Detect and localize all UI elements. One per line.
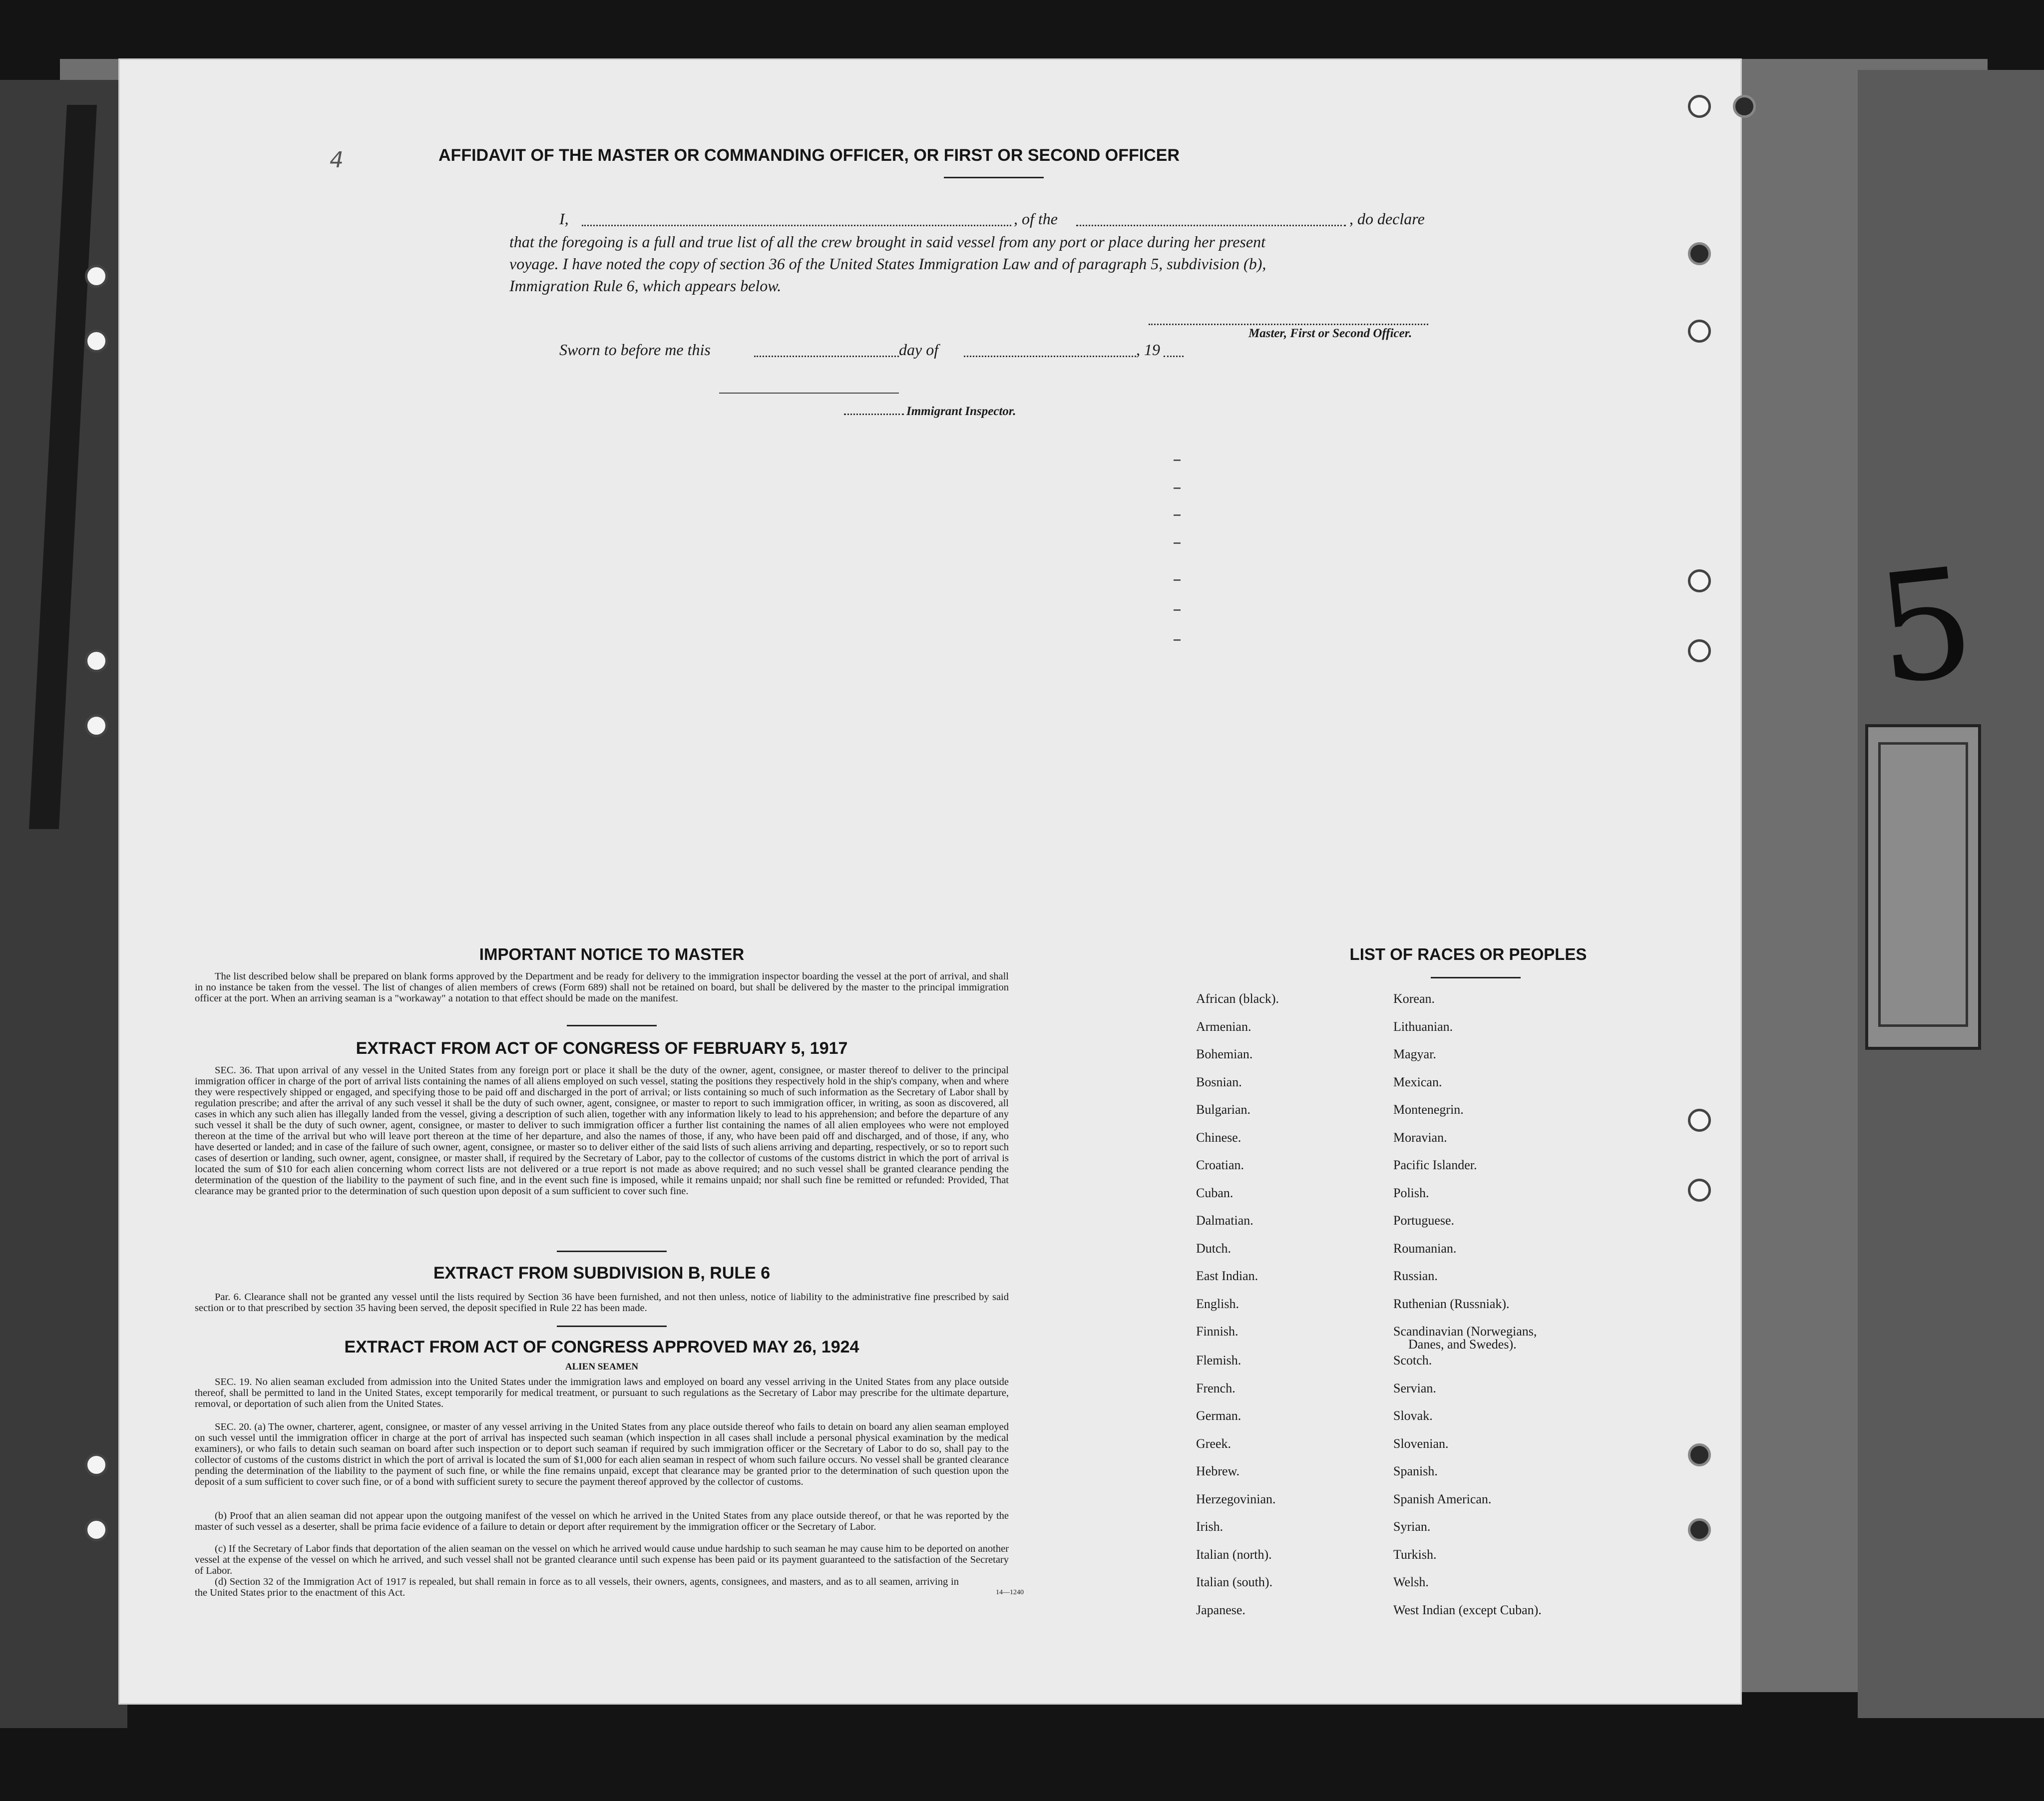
race-item: Spanish. [1393,1464,1438,1478]
punch-hole [1688,569,1711,592]
faint-mark [1174,609,1181,611]
race-item: Scandinavian (Norwegians, [1393,1324,1537,1339]
race-item: Irish. [1196,1519,1224,1534]
race-item: Pacific Islander. [1393,1158,1477,1172]
punch-hole [1688,1443,1711,1466]
extract-1917-rule [557,1251,667,1252]
race-item: Bohemian. [1196,1047,1253,1061]
year-label: , 19 [1136,341,1160,359]
inspector-signature-line [844,414,904,415]
notice-body: The list described below shall be prepared on blank forms approved by the Department and be ready for delivery to the immigration inspector boarding the vessel at the port of arrival, and shall in no instance be taken from the vessel. The list of changes of alien members of crews (Form 689) shall not be retained on board, but shall be delivered by the master to the principal immigration officer at the port. When an arriving seaman is a "workaway" a notation to that effect should be made on the manifest. [195,971,1009,1004]
extract-1917-body: SEC. 36. That upon arrival of any vessel in the United States from any foreign port or place it shall be the duty of the owner, agent, consignee, or master thereof to deliver to the principal immigration officer in charge of the port of arrival lists containing the names of all aliens employed on such vessel, stating the positions they respectively hold in the ship's company, when and where they were respectively shipped or engaged, and specifying those to be paid off and discharged in the port of arrival; or lists containing so much of such information as the Secretary of Labor shall by regulation prescribe; and after the arrival of any such vessel it shall be the duty of such owner, agent, consignee, or master to report to such immigration officer, in writing, as soon as discovered, all cases in which any such alien has illegally landed from the vessel, giving a description of such alien, together with any information likely to lead to his apprehension; and before the departure of any such vessel it shall be the duty of such owner, agent, consignee, or master to deliver to such immigration officer a further list containing the names of all alien employees who were not employed thereon at the time of the arrival but who will leave port thereon at the time of her departure, and also the names of those, if any, who have been paid off and discharged, and of those, if any, who have deserted or landed; and in case of the failure of such owner, agent, consignee, or master so to deliver either of the said lists of such aliens arriving and departing, respectively, or so to report such cases of desertion or landing, such owner, agent, consignee, or master shall, if required by the Secretary of Labor, pay to the collector of customs of the customs district in which the port of arrival is located the sum of $10 for each alien concerning whom correct lists are not delivered or a true report is not made as above required; and no such vessel shall be granted clearance pending the determination of the question of the liability to the payment of such fine, and in the event such fine is imposed, while it remains unpaid; nor shall such fine be remitted or refunded: Provided, That clearance may be granted prior to the determination of such question upon deposit of a sum sufficient to cover such fine. [195,1065,1009,1197]
alien-seamen-subtitle: ALIEN SEAMEN [565,1361,639,1372]
race-item: African (black). [1196,991,1279,1006]
race-item: Japanese. [1196,1602,1245,1617]
race-item: East Indian. [1196,1269,1258,1283]
race-item: Mexican. [1393,1074,1442,1089]
sec-20a-body: SEC. 20. (a) The owner, charterer, agent, consignee, or master of any vessel arriving in the United States from any place outside thereof who fails to detain on board any alien seaman employed on such vessel until the immigration officer in charge at the port of arrival has inspected such seaman (which inspection in all cases shall include a personal physical examination by the medical examiners), or who fails to detain such seaman on board after such inspection or to deport such seaman if required by such immigration officer or the Secretary of Labor to do so, shall pay to the collector of customs of the customs district in which the port of arrival is located the sum of $1,000 for each alien seaman in respect of whom such failure occurs. No vessel shall be granted clearance pending the determination of the liability to the payment of such fine, or while the fine remains unpaid, except that clearance may be granted prior to the determination of such question upon the deposit of a sum sufficient to cover such fine, or of a bond with sufficient surety to secure the payment thereof approved by the collector of customs. [195,1421,1009,1487]
affidavit-i: I, [559,210,569,228]
race-item: Ruthenian (Russniak). [1393,1296,1510,1311]
notice-rule [567,1025,657,1026]
extract-1917-title: EXTRACT FROM ACT OF CONGRESS OF FEBRUARY 5, 1917 [356,1039,848,1058]
form-number: 14—1240 [996,1589,1024,1596]
affidavit-line-3: voyage. I have noted the copy of section 36 of the United States Immigration Law and of paragraph 5, subdivision (b), [509,255,1266,273]
manifest-page [120,60,1740,1703]
faint-mark [1174,639,1181,641]
races-rule [1431,977,1521,978]
affidavit-declare: , do declare [1349,210,1425,228]
race-item: Roumanian. [1393,1241,1457,1256]
punch-hole [1688,1179,1711,1202]
notice-title: IMPORTANT NOTICE TO MASTER [479,945,745,963]
race-item: Bulgarian. [1196,1102,1251,1117]
race-item: Spanish American. [1393,1491,1492,1506]
race-item: Bosnian. [1196,1074,1242,1089]
extract-1924-title: EXTRACT FROM ACT OF CONGRESS APPROVED MAY 26, 1924 [344,1338,859,1356]
pencil-mark-top-left: 4 [330,147,344,173]
day-of-label: day of [899,341,939,359]
race-item: Polish. [1393,1185,1429,1200]
race-item: Korean. [1393,991,1435,1006]
punch-hole [85,714,108,737]
punch-hole [1688,95,1711,118]
punch-hole [1733,95,1756,118]
adjacent-card [1865,724,1981,1050]
inspector-caption: Immigrant Inspector. [906,405,1016,418]
race-item: Lithuanian. [1393,1019,1453,1034]
race-item: Herzegovinian. [1196,1491,1276,1506]
race-item: German. [1196,1408,1241,1423]
race-item: Montenegrin. [1393,1102,1464,1117]
extract-rule6-body: Par. 6. Clearance shall not be granted any vessel until the lists required by Section 36 have been furnished, and not then unless, notice of liability to the administrative fine prescribed by said section or to that prescribed by section 35 having been served, the deposit specified in Rule 22 has been made. [195,1292,1009,1314]
race-item: Finnish. [1196,1324,1238,1339]
faint-mark [1174,459,1181,461]
year-blank [1164,356,1184,357]
race-item: Dutch. [1196,1241,1231,1256]
race-item: Magyar. [1393,1047,1436,1061]
faint-mark [1174,579,1181,581]
sworn-day-blank [754,356,899,357]
sec-20c-body: (c) If the Secretary of Labor finds that deportation of the alien seaman on the vessel on which he arrived would cause undue hardship to such seaman he may cause him to be deported on another vessel at the expense of the vessel on which he arrived, and such vessel shall not be granted clearance until such expense has been paid or its payment guaranteed to the satisfaction of the Secretary of Labor. [195,1543,1009,1576]
master-signature-line [1149,324,1428,325]
punch-hole [85,330,108,353]
race-item: West Indian (except Cuban). [1393,1602,1542,1617]
punch-hole [85,1518,108,1541]
race-scandinavian-continuation: Danes, and Swedes). [1408,1337,1517,1351]
sworn-label: Sworn to before me this [559,341,711,359]
race-item: Turkish. [1393,1547,1437,1562]
race-item: Chinese. [1196,1130,1241,1145]
race-item: Armenian. [1196,1019,1251,1034]
title-rule [944,177,1044,178]
name-blank [582,225,1011,226]
sec-19-body: SEC. 19. No alien seaman excluded from admission into the United States under the immigration laws and employed on board any vessel arriving in the United States from any place outside thereof, shall be permitted to land in the United States, except temporarily for medical treatment, or pursuant to such regulations as the Secretary of Labor may prescribe for the ultimate departure, removal, or deportation of such alien from the United States. [195,1376,1009,1409]
master-signature-caption: Master, First or Second Officer. [1248,327,1412,340]
punch-hole [1688,1109,1711,1132]
race-item: Syrian. [1393,1519,1431,1534]
race-item: Dalmatian. [1196,1213,1253,1228]
sworn-month-blank [964,356,1136,357]
punch-hole [85,265,108,288]
race-item: Slovenian. [1393,1436,1449,1451]
page-number-mark: 5 [1869,534,1982,719]
race-item: Italian (north). [1196,1547,1272,1562]
punch-hole [1688,639,1711,662]
faint-mark [1174,514,1181,516]
race-item: Cuban. [1196,1185,1233,1200]
inspector-rule [719,393,899,394]
race-item: Italian (south). [1196,1575,1273,1589]
sec-20b-body: (b) Proof that an alien seaman did not appear upon the outgoing manifest of the vessel on which he arrived in the United States from any place outside thereof, or that he was reported by the master of such vessel as a deserter, shall be prima facie evidence of a failure to detain or deport after requirement by the immigration officer or the Secretary of Labor. [195,1510,1009,1532]
race-item: Flemish. [1196,1353,1241,1367]
affidavit-line-2: that the foregoing is a full and true list of all the crew brought in said vessel from any port or place during her present [509,233,1265,251]
race-item: English. [1196,1296,1239,1311]
faint-mark [1174,542,1181,544]
punch-hole [1688,1518,1711,1541]
race-item: Slovak. [1393,1408,1433,1423]
affidavit-of-the: , of the [1014,210,1058,228]
punch-hole [85,649,108,672]
races-title: LIST OF RACES OR PEOPLES [1349,945,1587,963]
race-item: Welsh. [1393,1575,1429,1589]
affidavit-title: AFFIDAVIT OF THE MASTER OR COMMANDING OFFICER, OR FIRST OR SECOND OFFICER [438,146,1180,165]
race-item: Scotch. [1393,1353,1432,1367]
extract-rule6-rule [557,1326,667,1327]
race-item: Portuguese. [1393,1213,1455,1228]
race-item: Hebrew. [1196,1464,1240,1478]
race-item: Croatian. [1196,1158,1244,1172]
race-item: Russian. [1393,1269,1438,1283]
punch-hole [1688,242,1711,265]
vessel-blank [1076,225,1346,226]
affidavit-line-4: Immigration Rule 6, which appears below. [509,277,782,295]
extract-rule6-title: EXTRACT FROM SUBDIVISION B, RULE 6 [433,1264,771,1283]
punch-hole [1688,320,1711,343]
race-item: Servian. [1393,1380,1436,1395]
punch-hole [85,1453,108,1476]
race-item: Moravian. [1393,1130,1447,1145]
faint-mark [1174,487,1181,489]
race-item: French. [1196,1380,1235,1395]
race-item: Greek. [1196,1436,1231,1451]
sec-20d-body: (d) Section 32 of the Immigration Act of 1917 is repealed, but shall remain in force as to all vessels, their owners, agents, consignees, and masters, and as to all seamen, arriving in the United States prior to the enactment of this Act. [195,1576,959,1598]
